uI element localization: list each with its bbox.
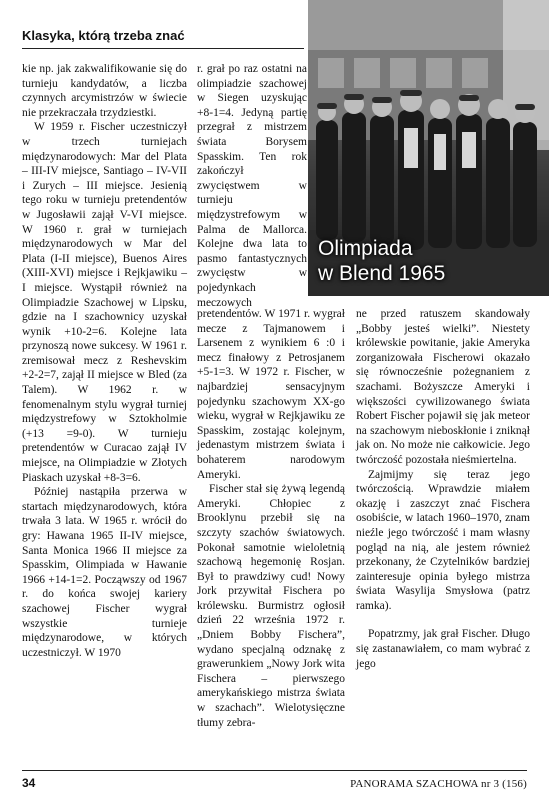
photo-caption-line-2: w Blend 1965 (318, 262, 446, 285)
paragraph: Zajmijmy się teraz jego twórczością. Wprawdzie miałem okazję i zaszczyt znać Fischera osobiście, w latach 1960–1970, znam nieźle jego twórczość i mam własny pogląd na nią, ale jestem również przekonany, że Czytelników bardziej zainteresuje opinia byłego mistrza świata Wasylija Smysłowa (patrz ramka). (356, 468, 530, 612)
paragraph: pretendentów. W 1971 r. wygrał mecze z Tajmanowem i Larsenem z wynikiem 6 :0 i mecz finałowy z Petrosjanem +5-1=3. W 1972 r. Fischer, w najbardziej sensacyjnym pojedynku szachowym XX-go wieku, wygrał w Rejkjawiku ze Spasskim, zostając kolejnym, jedenastym mistrzem świata i bohaterem narodowym Ameryki. (197, 308, 345, 481)
page-number: 34 (22, 776, 36, 790)
text-column-1 (22, 62, 187, 660)
paragraph: Fischer stał się żywą legendą Ameryki. Chłopiec z Brooklynu przebił się na szczyty szachów światowych. Pokonał samotnie wieloletnią szachową hegemonię Rosjan. Był to prawdziwy cud! Nowy Jork przywitał Fischera po królewsku. Burmistrz ogłosił dzień 22 września 1972 r. „Dniem Bobby Fischera”, wydano specjalną odznakę z grawerunkiem „Nowy Jork wita Fischera – pierwszego amerykańskiego mistrza świata w szachach”. Wielotysięczne tłumy zebra- (197, 483, 345, 729)
photo-caption (318, 236, 445, 286)
paragraph: Popatrzmy, jak grał Fischer. Długo się zastanawiałem, co mam wybrać z jego (356, 628, 530, 670)
photo-caption-line-1: Olimpiada (318, 237, 413, 260)
paragraph: ne przed ratuszem skandowały „Bobby jesteś wielki”. Niestety królewskie powitanie, jakie Ameryka zorganizowała Fischerowi okazało się równocześnie pożegnaniem z szachami. Bożyszcze Ameryki i większości cywilizowanego świata Robert Fischer pojawił się jak meteor na szachowym nieboskłonie i zniknął jak on. No może nie całkowicie. Jego twórczość pozostała nieśmiertelna. (356, 308, 530, 466)
section-title: Klasyka, którą trzeba znać (22, 28, 185, 43)
text-column-3 (356, 307, 530, 671)
team-photo (308, 0, 549, 296)
text-column-2-top (197, 62, 307, 310)
header-divider (22, 48, 304, 49)
paragraph: Później nastąpiła przerwa w startach międzynarodowych, która trwała 3 lata. W 1965 r. wrócił do gry: Hawana 1965 II-IV miejsce, Santa Monica 1966 II miejsce za Spasskim, Olimpiada w Hawanie 1966 +14-1=2. Począwszy od 1967 r. do końca swojej kariery szachowej Fischer wygrał wszystkie turnieje międzynarodowe, w których uczestniczył. W 1970 (22, 486, 187, 659)
text-column-2-bottom (197, 307, 345, 730)
paragraph: W 1959 r. Fischer uczestniczył w trzech turniejach międzynarodowych: Mar del Plata – III-IV miejsce, Santiago – IV-VII i Zurych – III miejsce. Jesienią tego roku w turnieju pretendentów w Jugosławii zajął V-VI miejsce. W 1960 r. grał w turniejach międzynarodowych w Mar del Plata (I-II miejsce), Buenos Aires (XIII-XVI) miejsce i Rejkjawiku – I miejsce. Wystąpił również na Olimpiadzie Szachowej w Lipsku, gdzie na I szachownicy uzyskał wynik +10-2=6. Kolejne lata przynoszą nowe sukcesy. W 1961 r. zremisował mecz z Reshevskim +2-2=7, zajął II miejsce w Bled (za Talem). W 1962 r. w fenomenalnym stylu wygrał turniej międzystrefowy w Sztokholmie (+13 =9-0). W turnieju pretendentów w Curacao zajął IV miejsce, na Olimpiadzie w Złotych Piaskach uzyskał +8-3=6. (22, 121, 187, 484)
footer-divider (22, 770, 527, 771)
paragraph: r. grał po raz ostatni na olimpiadzie szachowej w Siegen uzyskując +8-1=4. Jedyną partię przegrał z mistrzem świata Borysem Spasskim. Ten rok zakończył zwycięstwem w turnieju międzystrefowym w Palma de Mallorca. Kolejne dwa lata to pasmo fantastycznych zwycięstw w pojedynkach meczowych (197, 63, 307, 309)
paragraph: kie np. jak zakwalifikowanie się do turnieju kandydatów, a liczba czynnych arcymistrzów w świecie nie przekraczała trzydziestki. (22, 63, 187, 119)
magazine-footer: PANORAMA SZACHOWA nr 3 (156) (350, 778, 527, 790)
